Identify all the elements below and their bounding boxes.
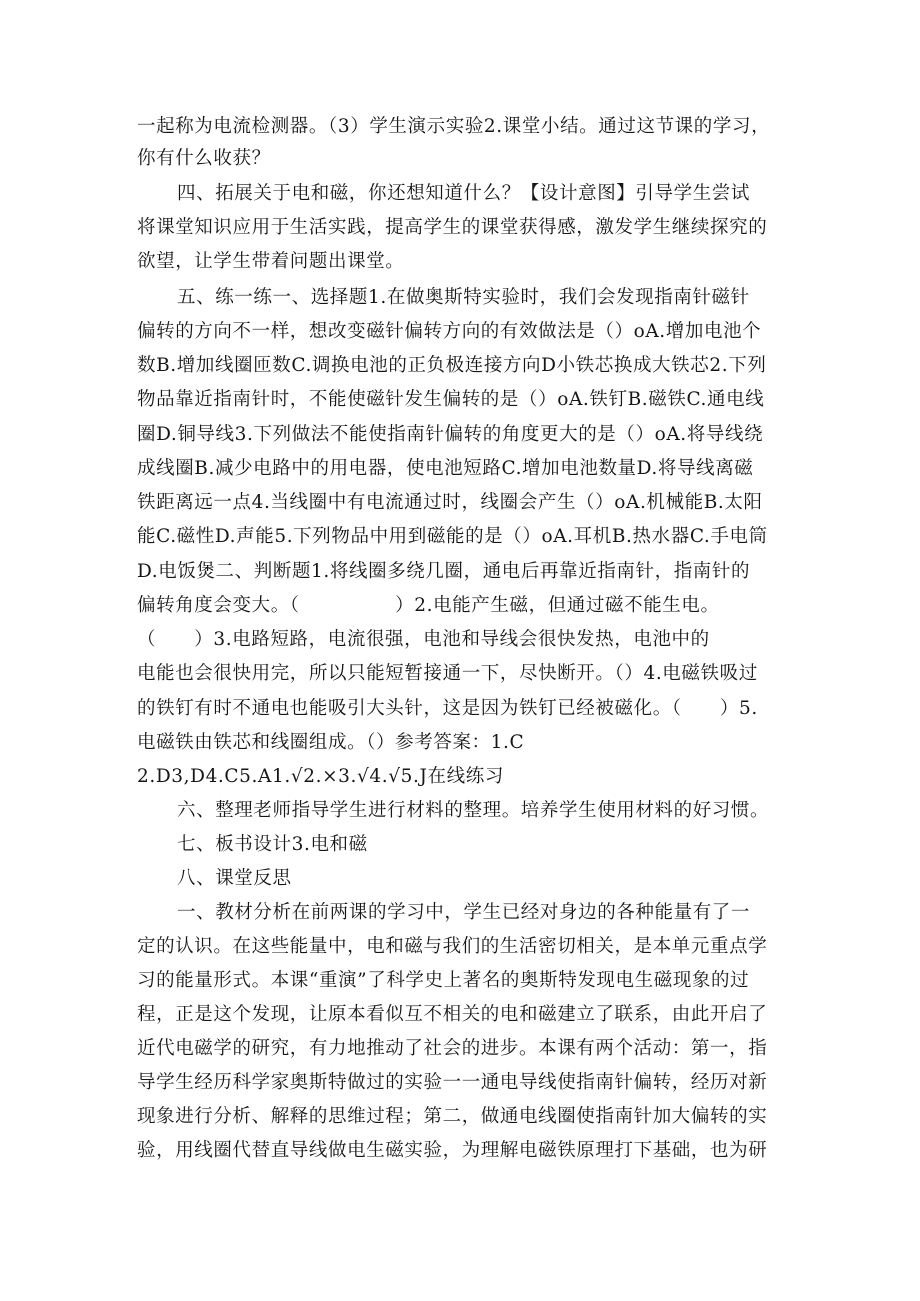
text-line: 六、整理老师指导学生进行材料的整理。培养学生使用材料的好习惯。 (177, 800, 770, 821)
text-line: （ ）3.电路短路，电流很强，电池和导线会很快发热，电池中的 (137, 629, 710, 650)
text-line: 电能也会很快用完，所以只能短暂接通一下，尽快断开。（）4.电磁铁吸过 (137, 663, 758, 684)
text-line: 一、教材分析在前两课的学习中，学生已经对身边的各种能量有了一 (177, 902, 751, 923)
text-line: 验，用线圈代替直导线做电生磁实验，为理解电磁铁原理打下基础，也为研 (137, 1140, 768, 1161)
text-line: D.电饭煲二、判断题1.将线圈多绕几圈，通电后再靠近指南针，指南针的 (137, 561, 751, 582)
text-line: 现象进行分析、解释的思维过程；第二，做通电线圈使指南针加大偏转的实 (137, 1106, 768, 1127)
text-line: 欲望，让学生带着问题出课堂。 (137, 251, 405, 272)
text-line: 数B.增加线圈匝数C.调换电池的正负极连接方向D小铁芯换成大铁芯2.下列 (137, 355, 767, 376)
text-line: 近代电磁学的研究，有力地推动了社会的进步。本课有两个活动：第一，指 (137, 1038, 768, 1059)
text-line: 电磁铁由铁芯和线圈组成。（）参考答案：1.C (137, 732, 525, 753)
text-line: 偏转的方向不一样，想改变磁针偏转方向的有效做法是（）oA.增加电池个 (137, 321, 762, 342)
text-line: 成线圈B.减少电路中的用电器，使电池短路C.增加电池数量D.将导线离磁 (137, 458, 754, 479)
text-line: 2.D3,D4.C5.A1.√2.×3.√4.√5.J在线练习 (137, 766, 504, 787)
text-line: 八、课堂反思 (177, 868, 292, 889)
text-line: 定的认识。在这些能量中，电和磁与我们的生活密切相关，是本单元重点学 (137, 936, 768, 957)
text-line: 偏转角度会变大。（ ）2.电能产生磁，但通过磁不能生电。 (137, 595, 720, 616)
text-line: 圈D.铜导线3.下列做法不能使指南针偏转的角度更大的是（）oA.将导线绕 (137, 424, 764, 445)
text-line: 能C.磁性D.声能5.下列物品中用到磁能的是（）oA.耳机B.热水器C.手电筒 (137, 526, 768, 547)
text-line: 习的能量形式。本课“重演”了科学史上著名的奥斯特发现电生磁现象的过 (137, 970, 750, 991)
text-line: 四、拓展关于电和磁，你还想知道什么？【设计意图】引导学生尝试 (177, 183, 751, 204)
text-line: 程，正是这个发现，让原本看似互不相关的电和磁建立了联系，由此开启了 (137, 1004, 768, 1025)
text-line: 将课堂知识应用于生活实践，提高学生的课堂获得感，激发学生继续探究的 (137, 217, 768, 238)
text-line: 物品靠近指南针时，不能使磁针发生偏转的是（）oA.铁钉B.磁铁C.通电线 (137, 389, 765, 410)
text-line: 七、板书设计3.电和磁 (177, 834, 368, 855)
text-line: 导学生经历科学家奥斯特做过的实验一一通电导线使指南针偏转，经历对新 (137, 1072, 768, 1093)
text-line: 你有什么收获？ (137, 148, 271, 169)
text-line: 的铁钉有时不通电也能吸引大头针，这是因为铁钉已经被磁化。（ ）5. (137, 698, 758, 719)
text-line: 五、练一练一、选择题1.在做奥斯特实验时，我们会发现指南针磁针 (177, 287, 750, 308)
text-line: 铁距离远一点4.当线圈中有电流通过时，线圈会产生（）oA.机械能B.太阳 (137, 492, 763, 513)
text-line: 一起称为电流检测器。（3）学生演示实验2.课堂小结。通过这节课的学习， (137, 116, 771, 137)
